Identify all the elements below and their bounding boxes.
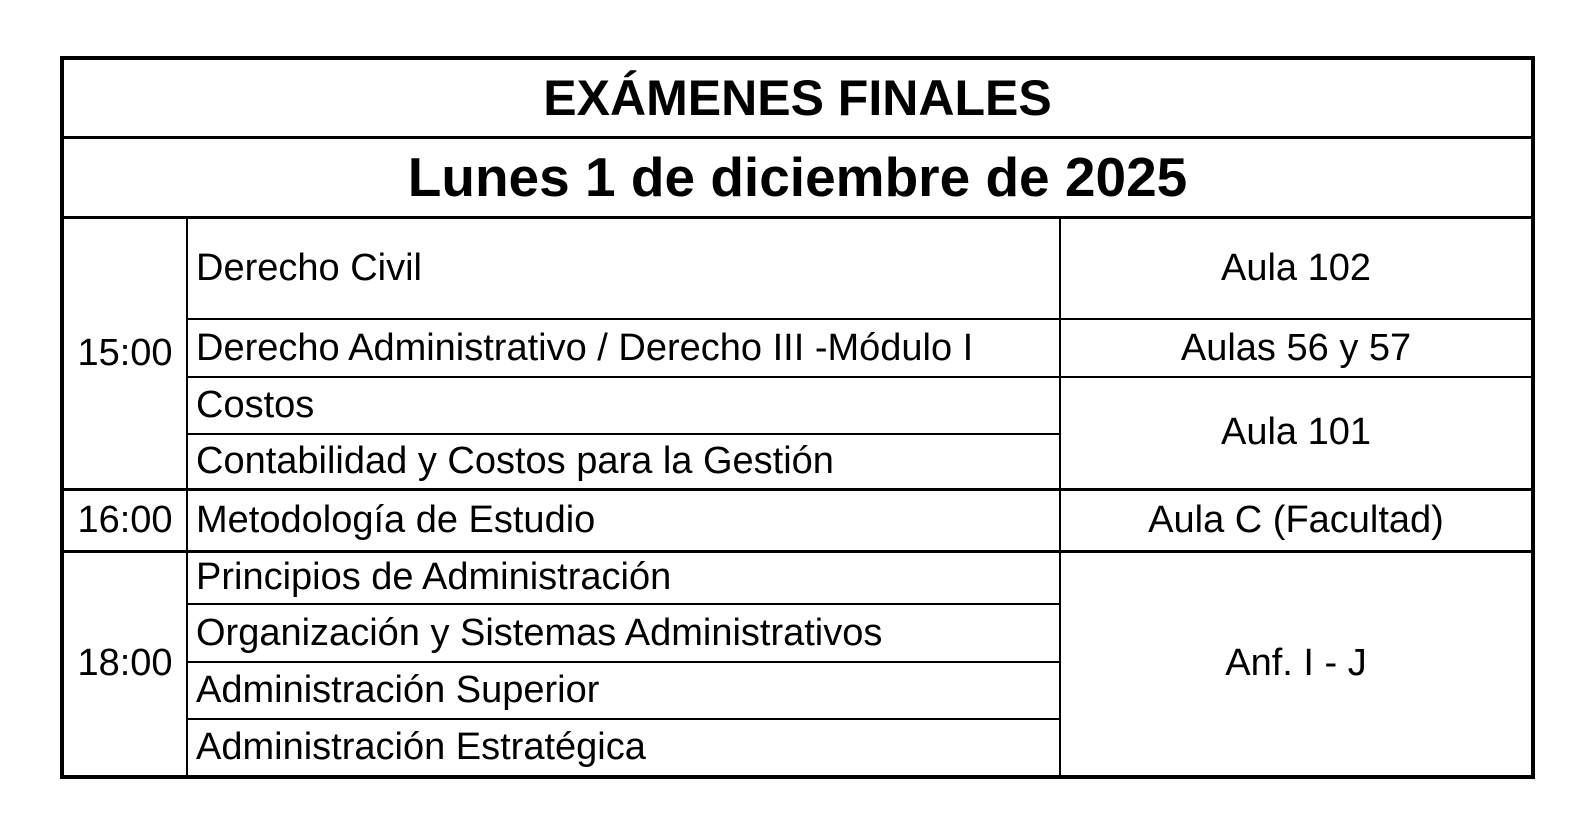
room-cell: Aula 102	[1060, 217, 1533, 319]
subject-cell: Administración Superior	[187, 662, 1060, 719]
subject-cell: Costos	[187, 377, 1060, 434]
exam-schedule-table	[60, 56, 1535, 779]
time-cell-1500: 15:00	[62, 217, 187, 489]
table-row	[62, 551, 1533, 604]
room-cell-merged: Aula 101	[1060, 377, 1533, 489]
subject-cell: Derecho Civil	[187, 217, 1060, 319]
subject-cell: Metodología de Estudio	[187, 489, 1060, 551]
page-title: EXÁMENES FINALES	[62, 58, 1533, 137]
subject-cell: Derecho Administrativo / Derecho III -Módulo I	[187, 319, 1060, 377]
table-row	[62, 377, 1533, 434]
subject-cell: Principios de Administración	[187, 551, 1060, 604]
table-row	[62, 489, 1533, 551]
subject-cell: Organización y Sistemas Administrativos	[187, 604, 1060, 662]
date-heading: Lunes 1 de diciembre de 2025	[62, 137, 1533, 217]
subject-cell: Administración Estratégica	[187, 719, 1060, 777]
table-row	[62, 319, 1533, 377]
subject-cell: Contabilidad y Costos para la Gestión	[187, 434, 1060, 489]
room-cell: Aula C (Facultad)	[1060, 489, 1533, 551]
time-cell-1600: 16:00	[62, 489, 187, 551]
date-row	[62, 137, 1533, 217]
room-cell: Aulas 56 y 57	[1060, 319, 1533, 377]
time-cell-1800: 18:00	[62, 551, 187, 777]
title-row	[62, 58, 1533, 137]
table-row	[62, 217, 1533, 319]
room-cell-merged: Anf. I - J	[1060, 551, 1533, 777]
